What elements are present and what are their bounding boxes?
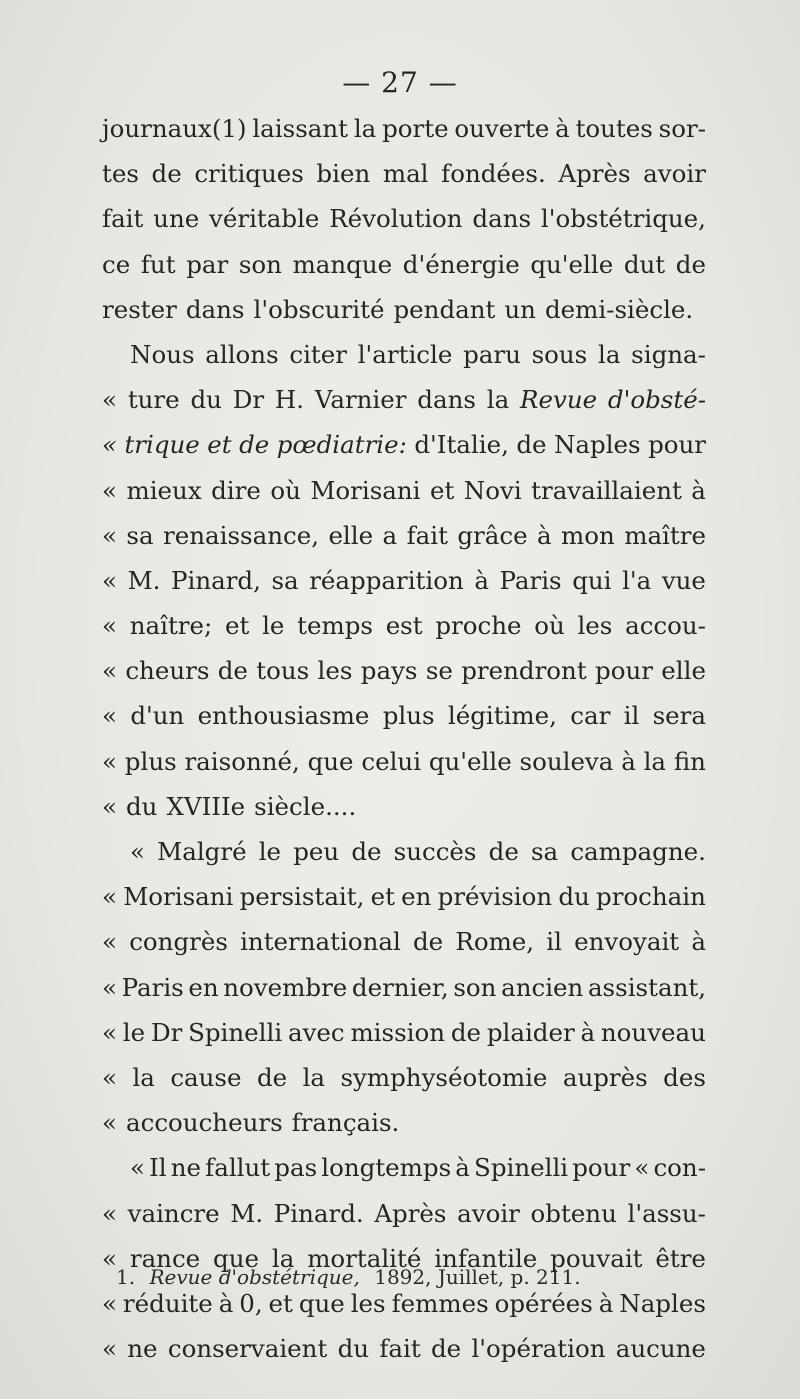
word: plus: [382, 701, 435, 731]
word: «: [130, 1153, 145, 1183]
text-line: [102, 558, 706, 603]
word: réduite: [122, 1288, 213, 1318]
word: manque: [292, 249, 393, 279]
word: son: [453, 972, 497, 1002]
word: campagne.: [570, 837, 706, 866]
text-line: [102, 648, 706, 693]
word: Après: [374, 1198, 447, 1228]
word: être: [655, 1243, 706, 1273]
word: sa: [126, 520, 154, 550]
word: dut: [623, 249, 666, 279]
word: que: [213, 1243, 260, 1273]
word: l'article: [357, 339, 453, 369]
word: sa: [271, 565, 299, 595]
word: cheurs: [125, 656, 210, 686]
word: «: [102, 1017, 117, 1047]
word: fallut: [205, 1153, 271, 1183]
word: pendant: [393, 294, 496, 324]
word: sor-: [658, 114, 706, 143]
text-line: [102, 468, 706, 513]
word: du: [126, 791, 158, 821]
word: et: [207, 430, 232, 460]
word: d'Italie,: [414, 430, 509, 460]
word: celui: [361, 746, 422, 776]
word: qu'elle: [530, 249, 614, 279]
word: souleva: [519, 746, 614, 776]
word: prochain: [596, 882, 706, 912]
word: et: [268, 1288, 293, 1318]
text-line: [102, 1191, 706, 1236]
text-line: [102, 242, 706, 287]
word: Dr: [150, 1017, 183, 1047]
word: accou-: [625, 611, 706, 641]
text-line: [102, 1055, 706, 1100]
word: Dr: [232, 385, 265, 415]
word: se: [425, 656, 453, 686]
word: le: [262, 611, 285, 641]
word: travaillaient: [531, 475, 682, 505]
word: «: [130, 837, 145, 866]
word: l'assu-: [627, 1198, 706, 1228]
text-line: [102, 919, 706, 964]
word: la: [597, 339, 621, 369]
word: elle: [661, 656, 706, 686]
word: critiques: [194, 159, 304, 189]
word: de: [256, 1062, 288, 1092]
word: «: [102, 475, 117, 505]
word: raisonné,: [184, 746, 300, 776]
word: les: [350, 1288, 386, 1318]
word: fondées.: [441, 159, 546, 189]
word: du: [558, 882, 590, 912]
word: à: [537, 520, 552, 550]
word: Pinard.: [273, 1198, 364, 1228]
word: à: [621, 746, 636, 776]
word: M.: [230, 1198, 264, 1228]
word: que: [307, 746, 354, 776]
word: d'un: [130, 701, 185, 731]
word: où: [270, 475, 301, 505]
word: Après: [558, 159, 631, 189]
word: siècle....: [254, 791, 357, 821]
word: a: [382, 520, 398, 550]
word: qu'elle: [428, 746, 512, 776]
word: Morisani: [310, 475, 421, 505]
word: mon: [561, 520, 615, 550]
word: fait: [102, 204, 144, 234]
word: «: [102, 385, 117, 415]
word: dans: [185, 294, 245, 324]
word: plus: [124, 746, 177, 776]
word: à: [598, 1288, 614, 1318]
word: temps: [297, 611, 373, 641]
word: «: [102, 611, 117, 641]
word: plaider: [486, 1017, 575, 1047]
word: peu: [293, 837, 340, 866]
word: ancien: [501, 972, 584, 1002]
word: citer: [289, 339, 347, 369]
word: signa-: [631, 339, 706, 369]
word: porte: [382, 114, 449, 143]
word: journaux(1): [102, 114, 247, 143]
word: qui: [572, 565, 612, 595]
word: en: [188, 972, 219, 1002]
word: «: [102, 1062, 117, 1092]
text-line: [102, 377, 706, 422]
word: international: [240, 927, 401, 957]
word: aucune: [615, 1334, 706, 1364]
word: où: [534, 611, 565, 641]
word: la: [271, 1243, 295, 1273]
word: à: [691, 475, 706, 505]
word: il: [546, 927, 562, 957]
word: opérées: [494, 1288, 593, 1318]
word: en: [401, 882, 432, 912]
word: de: [239, 430, 270, 460]
word: est: [385, 611, 423, 641]
text-line: [102, 151, 706, 196]
word: mal: [382, 159, 429, 189]
word: pœdiatrie:: [276, 430, 407, 460]
text-line: [102, 784, 706, 829]
word: Naples: [619, 1288, 706, 1318]
word: «: [102, 1243, 117, 1273]
word: la: [302, 1062, 326, 1092]
text-line: [102, 1326, 706, 1371]
word: «: [102, 1198, 117, 1228]
word: pays: [360, 656, 418, 686]
word: des: [663, 1062, 706, 1092]
word: persistait,: [239, 882, 365, 912]
word: Spinelli: [474, 1153, 569, 1183]
text-line: [102, 693, 706, 738]
word: pouvait: [550, 1243, 643, 1273]
word: fut: [140, 249, 176, 279]
text-line: [102, 739, 706, 784]
word: XVIIIe: [166, 791, 246, 821]
word: que: [298, 1288, 345, 1318]
word: Pinard,: [171, 565, 261, 595]
word: les: [317, 656, 353, 686]
body-text: [102, 106, 706, 1371]
word: maître: [624, 520, 706, 550]
word: et: [224, 611, 250, 641]
word: «: [102, 927, 117, 957]
word: sera: [652, 701, 706, 731]
word: fin: [673, 746, 706, 776]
word: paru: [463, 339, 521, 369]
word: rance: [129, 1243, 201, 1273]
word: un: [504, 294, 536, 324]
word: auprès: [562, 1062, 648, 1092]
word: ce: [102, 249, 131, 279]
word: une: [153, 204, 200, 234]
word: «: [102, 882, 117, 912]
word: à: [691, 927, 706, 957]
word: novembre: [223, 972, 348, 1002]
word: cause: [170, 1062, 242, 1092]
word: la: [132, 1062, 155, 1092]
word: du: [190, 385, 222, 415]
word: avec: [287, 1017, 345, 1047]
text-line: [102, 1010, 706, 1055]
word: il: [623, 701, 640, 731]
word: trique: [124, 430, 200, 460]
word: à: [474, 565, 489, 595]
word: l'obscurité: [253, 294, 385, 324]
word: ouverte: [454, 114, 550, 143]
word: dans: [417, 385, 476, 415]
word: assistant,: [587, 972, 706, 1002]
word: laissant: [252, 114, 348, 143]
footnote-reference: 1892, Juillet, p. 211.: [374, 1265, 581, 1289]
word: bien: [316, 159, 371, 189]
word: véritable: [209, 204, 320, 234]
word: elle: [328, 520, 374, 550]
word: par: [186, 249, 229, 279]
text-line: [102, 422, 706, 467]
text-line: [102, 513, 706, 558]
word: du: [337, 1334, 370, 1364]
word: «: [102, 565, 117, 595]
text-line: [102, 829, 706, 874]
footnote: [116, 1265, 581, 1289]
word: à: [555, 114, 570, 143]
word: Malgré: [157, 837, 247, 866]
text-line: [102, 1100, 706, 1145]
word: obtenu: [530, 1198, 617, 1228]
word: «: [102, 1108, 117, 1138]
word: ne: [127, 1334, 158, 1364]
word: et: [370, 882, 395, 912]
word: H.: [274, 385, 305, 415]
word: renaissance,: [163, 520, 320, 550]
word: de: [151, 159, 182, 189]
word: à: [218, 1288, 234, 1318]
word: légitime,: [447, 701, 557, 731]
text-line: [102, 874, 706, 919]
word: longtemps: [321, 1153, 452, 1183]
word: mortalité: [307, 1243, 422, 1273]
word: conservaient: [167, 1334, 328, 1364]
word: son: [238, 249, 282, 279]
word: fait: [379, 1334, 421, 1364]
word: fait: [406, 520, 448, 550]
word: dans: [472, 204, 532, 234]
word: nouveau: [600, 1017, 706, 1047]
word: la: [486, 385, 510, 415]
word: de: [217, 656, 248, 686]
word: de: [675, 249, 706, 279]
word: vue: [661, 565, 706, 595]
word: pour: [572, 1153, 631, 1183]
word: rester: [102, 294, 177, 324]
word: Naples: [553, 430, 641, 460]
word: dernier,: [351, 972, 449, 1002]
word: avoir: [643, 159, 706, 189]
word: «: [102, 430, 117, 460]
word: de: [413, 927, 444, 957]
word: 0,: [239, 1288, 263, 1318]
footnote-number: 1.: [116, 1265, 136, 1289]
word: Spinelli: [188, 1017, 283, 1047]
word: «: [102, 1288, 117, 1318]
word: d'obsté-: [607, 385, 706, 415]
word: réapparition: [309, 565, 464, 595]
word: «: [102, 701, 117, 731]
word: mission: [350, 1017, 446, 1047]
text-line: [102, 287, 706, 332]
text-line: [102, 965, 706, 1010]
word: les: [577, 611, 613, 641]
word: Revue: [520, 385, 598, 415]
word: Novi: [463, 475, 522, 505]
word: proche: [435, 611, 522, 641]
word: à: [580, 1017, 596, 1047]
word: allons: [205, 339, 279, 369]
word: symphyséotomie: [340, 1062, 548, 1092]
word: prendront: [461, 656, 587, 686]
text-line: [102, 106, 706, 151]
word: de: [516, 430, 547, 460]
word: le: [122, 1017, 146, 1047]
word: ne: [170, 1153, 202, 1183]
word: dire: [211, 475, 261, 505]
text-line: [102, 603, 706, 648]
word: infantile: [434, 1243, 538, 1273]
word: «: [102, 746, 117, 776]
word: de: [430, 1334, 462, 1364]
word: mieux: [126, 475, 202, 505]
word: pour: [595, 656, 653, 686]
word: sa: [530, 837, 559, 866]
word: et: [429, 475, 455, 505]
word: grâce: [457, 520, 528, 550]
word: avoir: [457, 1198, 520, 1228]
word: «: [102, 656, 117, 686]
word: toutes: [575, 114, 653, 143]
page-number: — 27 —: [342, 66, 458, 99]
word: femmes: [391, 1288, 489, 1318]
word: l'obstétrique,: [540, 204, 706, 234]
word: français.: [291, 1108, 400, 1138]
word: Paris: [121, 972, 184, 1002]
word: demi-siècle.: [544, 294, 694, 324]
footnote-journal-title: Revue d'obstétrique,: [149, 1265, 360, 1289]
word: Rome,: [455, 927, 535, 957]
word: Nous: [130, 339, 195, 369]
text-line: [102, 196, 706, 241]
word: tes: [102, 159, 139, 189]
word: la: [643, 746, 667, 776]
word: Morisani: [123, 882, 234, 912]
word: Il: [149, 1153, 167, 1183]
word: l'opération: [471, 1334, 606, 1364]
word: con-: [653, 1153, 706, 1183]
word: «: [102, 972, 117, 1002]
word: de: [450, 1017, 482, 1047]
word: «: [634, 1153, 650, 1183]
text-line: [102, 332, 706, 377]
word: l'a: [622, 565, 652, 595]
word: Paris: [499, 565, 562, 595]
word: ture: [127, 385, 180, 415]
word: le: [258, 837, 282, 866]
word: naître;: [129, 611, 213, 641]
word: Varnier: [314, 385, 407, 415]
word: Révolution: [329, 204, 463, 234]
word: «: [102, 791, 117, 821]
word: car: [570, 701, 611, 731]
word: congrès: [129, 927, 228, 957]
word: succès: [393, 837, 477, 866]
word: d'énergie: [402, 249, 520, 279]
word: M.: [127, 565, 161, 595]
word: «: [102, 1334, 117, 1364]
word: prévision: [437, 882, 553, 912]
word: vaincre: [127, 1198, 220, 1228]
text-line: [102, 1145, 706, 1190]
word: tous: [256, 656, 310, 686]
word: «: [102, 520, 117, 550]
word: de: [488, 837, 519, 866]
word: à: [455, 1153, 470, 1183]
word: sous: [531, 339, 588, 369]
word: de: [351, 837, 382, 866]
word: envoyait: [574, 927, 680, 957]
word: pas: [274, 1153, 318, 1183]
word: enthousiasme: [197, 701, 370, 731]
word: pour: [648, 430, 706, 460]
word: accoucheurs: [126, 1108, 283, 1138]
word: la: [353, 114, 377, 143]
